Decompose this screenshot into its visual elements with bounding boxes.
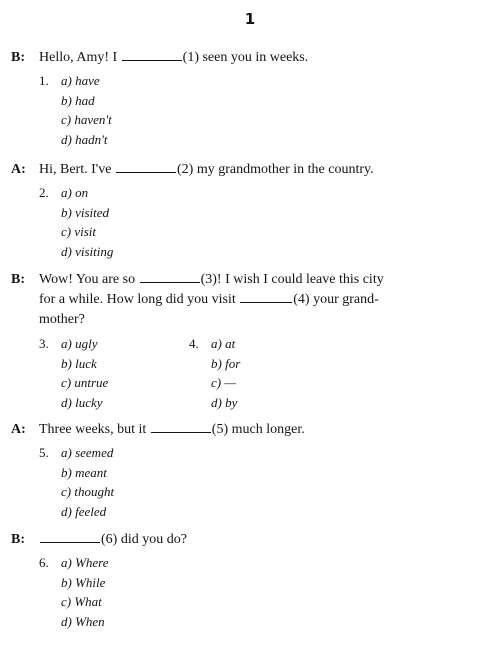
answer-option[interactable]: b) While bbox=[61, 574, 106, 590]
question-number: 1. bbox=[39, 73, 49, 88]
dialogue-text bbox=[39, 270, 384, 290]
dialogue-section-5 bbox=[0, 530, 500, 631]
option-row bbox=[0, 443, 500, 463]
text-after-blank: (3)! I wish I could leave this city bbox=[200, 272, 384, 287]
text-before-blank: Hello, Amy! I bbox=[39, 50, 121, 65]
dialogue-text bbox=[39, 160, 374, 180]
speaker-label: A: bbox=[11, 422, 26, 437]
option-row bbox=[0, 130, 500, 150]
dialogue-line bbox=[0, 290, 500, 310]
answer-option[interactable]: d) by bbox=[211, 394, 238, 410]
dialogue-section-1 bbox=[0, 48, 500, 149]
option-row bbox=[0, 553, 500, 573]
dialogue-section-2 bbox=[0, 160, 500, 261]
page-number: 1 bbox=[244, 10, 256, 28]
question-number: 5. bbox=[39, 445, 49, 460]
text-after-blank: (6) did you do? bbox=[101, 532, 187, 547]
text-before-blank: Hi, Bert. I've bbox=[39, 162, 116, 177]
question-number: 2. bbox=[39, 185, 49, 200]
answer-option[interactable]: d) hadn't bbox=[61, 131, 108, 147]
text-after-blank: (2) my grandmother in the country. bbox=[177, 162, 374, 177]
speaker-label: B: bbox=[11, 272, 25, 287]
answer-option[interactable]: c) What bbox=[61, 594, 102, 609]
dialogue-text bbox=[39, 420, 305, 440]
text-before-blank: for a while. How long did you visit bbox=[39, 292, 240, 307]
answer-option[interactable]: d) When bbox=[61, 613, 105, 629]
dialogue-line bbox=[0, 160, 500, 180]
answer-blank[interactable] bbox=[151, 420, 211, 433]
answer-option[interactable]: a) seemed bbox=[61, 445, 114, 460]
answer-option[interactable]: c) untrue bbox=[61, 375, 109, 390]
answer-blank[interactable] bbox=[240, 290, 292, 303]
answer-option[interactable]: c) thought bbox=[61, 484, 115, 499]
option-row bbox=[0, 482, 500, 502]
dialogue-line bbox=[0, 270, 500, 290]
dialogue-line bbox=[0, 530, 500, 550]
answer-option[interactable]: c) visit bbox=[61, 224, 97, 239]
question-number: 4. bbox=[189, 336, 199, 351]
question-number: 3. bbox=[39, 336, 49, 351]
dialogue-text bbox=[39, 290, 379, 310]
answer-option[interactable]: b) meant bbox=[61, 464, 107, 480]
option-row bbox=[0, 203, 500, 223]
answer-option[interactable]: a) have bbox=[61, 73, 100, 88]
text-after-blank: (5) much longer. bbox=[211, 422, 305, 437]
speaker-label: B: bbox=[11, 532, 25, 547]
dialogue-text: mother? bbox=[39, 312, 85, 327]
question-number: 6. bbox=[39, 555, 49, 570]
answer-blank[interactable] bbox=[40, 530, 100, 543]
option-row bbox=[0, 354, 500, 374]
answer-option[interactable]: a) ugly bbox=[61, 336, 98, 351]
option-row bbox=[0, 334, 500, 354]
speaker-label: B: bbox=[11, 50, 25, 65]
option-row bbox=[0, 502, 500, 522]
answer-option[interactable]: a) on bbox=[61, 185, 89, 200]
dialogue-line bbox=[0, 310, 500, 330]
answer-option[interactable]: b) had bbox=[61, 92, 95, 108]
text-before-blank: Wow! You are so bbox=[39, 272, 139, 287]
dialogue-line bbox=[0, 420, 500, 440]
answer-option[interactable]: c) — bbox=[211, 375, 236, 390]
option-row bbox=[0, 71, 500, 91]
option-row bbox=[0, 242, 500, 262]
option-row bbox=[0, 393, 500, 413]
dialogue-line bbox=[0, 48, 500, 68]
answer-blank[interactable] bbox=[140, 270, 200, 283]
answer-option[interactable]: b) luck bbox=[61, 355, 97, 371]
option-row bbox=[0, 222, 500, 242]
option-row bbox=[0, 612, 500, 632]
option-row bbox=[0, 463, 500, 483]
answer-option[interactable]: a) Where bbox=[61, 555, 109, 570]
dialogue-text bbox=[39, 48, 308, 68]
answer-option[interactable]: d) visiting bbox=[61, 243, 114, 259]
option-row bbox=[0, 91, 500, 111]
text-before-blank: Three weeks, but it bbox=[39, 422, 150, 437]
answer-option[interactable]: b) visited bbox=[61, 204, 110, 220]
option-row bbox=[0, 592, 500, 612]
answer-option[interactable]: c) haven't bbox=[61, 112, 112, 127]
text-after-blank: (1) seen you in weeks. bbox=[182, 50, 309, 65]
answer-blank[interactable] bbox=[116, 160, 176, 173]
speaker-label: A: bbox=[11, 162, 26, 177]
answer-option[interactable]: d) lucky bbox=[61, 394, 103, 410]
option-row bbox=[0, 373, 500, 393]
option-row bbox=[0, 110, 500, 130]
dialogue-text bbox=[39, 530, 187, 550]
answer-blank[interactable] bbox=[122, 48, 182, 61]
answer-option[interactable]: a) at bbox=[211, 336, 236, 351]
option-row bbox=[0, 183, 500, 203]
dialogue-section-4 bbox=[0, 420, 500, 521]
text-after-blank: (4) your grand- bbox=[293, 292, 379, 307]
dialogue-section-3 bbox=[0, 270, 500, 412]
option-row bbox=[0, 573, 500, 593]
answer-option[interactable]: d) feeled bbox=[61, 503, 107, 519]
answer-option[interactable]: b) for bbox=[211, 355, 241, 371]
